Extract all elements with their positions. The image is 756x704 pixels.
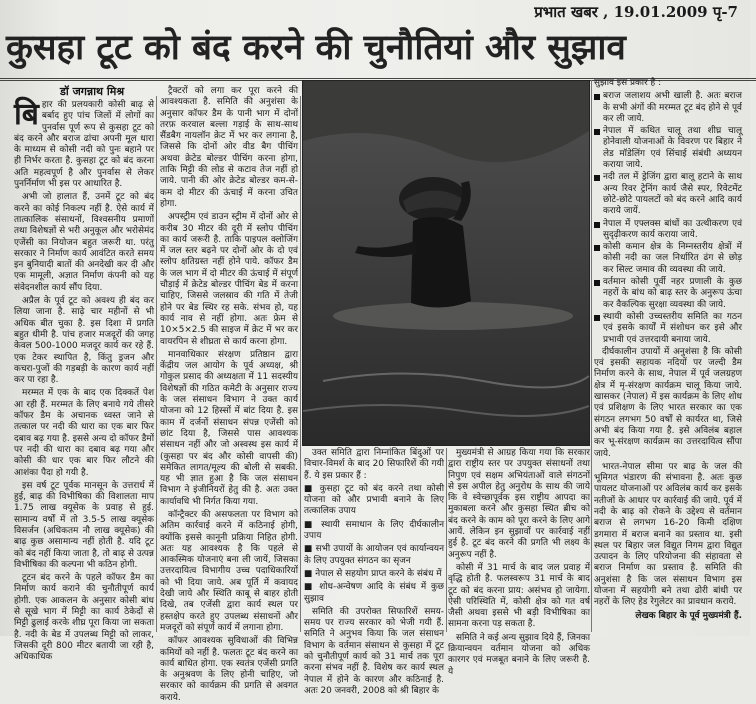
paragraph: कॉफर आवश्यक सुविधाओं की विभिन्न कमियों को नहीं है. फलतः टूट बंद करने का कार्य बाधित होगा. एक स्वतंत्र एजेंसी प्रगति के अनुश्रवण के लिए होनी चाहिए, जो सरकार को कार्यक्रम की प्रगति से अवगत कराये. (160, 636, 298, 703)
flood-victim-image (303, 81, 589, 445)
drop-cap: बि (14, 97, 39, 132)
list-item: बराज जलाशय अभी खाली है. अतः बराज के सभी अंगों की मरम्मत टूट बंद होने से पूर्व कर ली जाये. (594, 91, 742, 125)
paragraph: भारत-नेपाल सीमा पर बाढ़ के जल की भूमिगत भंडारण की संभावना है. अतः कुछ पायलट योजनाओं पर अविलंब कार्य कर इसके नतीजों के आधार पर कार्रवाई की जाये. पूर्व में नदी के बाढ़ को रोकने के उद्देश्य से वर्तमान बराज से लगभग 16-20 किमी दक्षिण डगमारा में बराज बनाने का प्रस्ताव था. इसी स्थल पर बिहार जल विद्युत निगम द्वारा विद्युत उत्पादन के लिए परियोजना की संहावता से बराज निर्माण का प्रस्ताव है. समिति की अनुशंसा है कि जल संसाधन विभाग इस योजना में सहयोगी बने तथा ढोरी बांधी पर नहरों के लिए हेड रेगुलेटर का प्रावधान कराये. (594, 461, 742, 608)
article-column-2 (160, 86, 298, 703)
paragraph: सुझाव इस प्रकार है : (594, 78, 662, 88)
list-item: वर्तमान कोसी पूर्वी नहर प्रणाली के कुछ नहरों के बांध को बाढ़ स्तर के अनुरूप ऊंचा कर वैकल्पिक सुरक्षा व्यवस्था की जाये. (594, 277, 742, 311)
paragraph: कोसी में 31 मार्च के बाद जल प्रवाह में वृद्धि होती है. फलस्वरूप 31 मार्च के बाद टूट को बंद करना प्राय: असंभव हो जायेगा. ऐसी परिस्थिति में, कोसी क्षेत्र को गत वर्ष जैसी अथवा इससे भी बड़ी विभीषिका का सामना करना पड़ सकता है. (448, 562, 590, 630)
masthead (534, 2, 738, 22)
list-item: कोसी कमान क्षेत्र के निम्नस्तरीय क्षेत्रों में कोसी नदी का जल निर्धारित ढंग से छोड़ कर सिल्ट जमाव की व्यवस्था की जाये. (594, 242, 742, 276)
paragraph: समिति ने कई अन्य सुझाव दिये हैं, जिनका क्रियान्वयन वर्तमान योजना को अधिक कारगर एवं मजबूत बनाने के लिए जरूरी है. ये (448, 632, 590, 677)
page-number: पृ-7 (712, 3, 738, 21)
list-item: ■ नेपाल से सहयोग प्राप्त करने के संबंध में (304, 568, 442, 579)
paragraph: हार की प्रलयकारी कोसी बाढ़ से बर्बाद हुए पांच जिलों में लोगों का पुनर्वास पूर्ण रूप से कुसहा टूट को बंद करने और बराज ढांचा अपनी मूल धारा के माध्यम से कोसी नदी को पुनः बहाने पर ही निर्भर करता है. कुसहा टूट को बंद करना अति महत्वपूर्ण है और पुनर्वास से लेकर पुनर्निर्माण भी इस पर आधारित है. (14, 100, 154, 190)
paragraph: मरम्मत में एक के बाद एक दिक्कतें पेश आ रही हैं. मरम्मत के लिए बनाये गये तीसरे कॉफर डैम के अचानक ध्वस्त जाने से तत्काल पर नदी की धारा का एक बार फिर दबाव बढ़ गया है. इससे अन्य दो कॉफर डैमों पर नदी की धारा का दबाव बढ़ गया और कोसी की धार एक बार फिर लौटने की आशंका पैदा हो गयी है. (14, 388, 154, 478)
column-divider (591, 80, 592, 632)
author-note: लेखक बिहार के पूर्व मुख्यमंत्री हैं. (635, 610, 742, 621)
paragraph: ट्रैक्टरों को लगा कर पूरा करने की आवश्यकता है. समिति की अनुशंसा के अनुसार कॉफर डैम के पानी भाग में दोनों तरफ़ करवाल बल्ला गड़ाई के साथ-साथ सैंडबैग नायलॉन क्रेट में भर कर लगाना है, जिससे कि दोनों ओर वीड बैग पीचिंग अथवा क्रेटेड बोल्डर पीचिंग करना होगा, ताकि मिट्टी की लोड से कटाव तेज नहीं हो जाये. पानी की ओर क्रेटेड बोल्डर कम-से-कम दो मीटर की ऊंचाई में करना उचित होगा. (160, 86, 298, 209)
paragraph: मुख्यमंत्री से आग्रह किया गया कि सरकार द्वारा राष्ट्रीय स्तर पर उपयुक्त संसाधनों तथा निपुण एवं सक्षम अभियंताओं वाले संगठनों से इस अपील हेतु अनुरोध के साथ की जाये कि वे स्वेच्छापूर्वक इस राष्ट्रीय आपदा का मुकाबला करने और कुसहा स्थित ब्रीच को बंद करने के काम को पूरा करने के लिए आगे आयें. लेकिन इन सुझावों पर कार्रवाई नहीं हुई है. टूट बंद करने की प्रगति भी लक्ष्य के अनुरूप नहीं है. (448, 448, 590, 560)
suggestion-list (594, 91, 742, 346)
list-item: ■ कुसहा टूट को बंद करने तथा कोसी योजना को और प्रभावी बनाने के लिए तत्कालिक उपाय (304, 483, 444, 517)
byline: डॉ जगन्नाथ मिश्र (60, 85, 125, 98)
list-item: नेपाल में कथित चालू तथा शीघ्र चालू होनेवाली योजनाओं के विवरण पर बिहार ने लेड मॉडेलिंग एवं सिंचाई संबंधी अध्ययन कराया जाये. (594, 126, 742, 171)
column-divider (300, 96, 301, 632)
list-item: ■ सभी उपायों के आयोजन एवं कार्यान्वयन के लिए उपयुक्त संगठन का सृजन (304, 544, 444, 566)
paragraph: इस वर्ष टूट पूर्वक मानसून के उत्तरार्ध में हुई, बाढ़ की विभीषिका की विशालता माप 1.75 लाख क्यूसेक के प्रवाह से हुई. सामान्य वर्षों में तो 3.5-5 लाख क्यूसेक विसर्जन (अधिकतम नौ लाख क्यूसेक) की बाढ़ कुछ असामान्य नहीं होती है. यदि टूट को बंद नहीं किया जाता है, तो बाढ़ से उत्पन्न विभीषिका की कल्पना भी कठिन होगी. (14, 480, 154, 570)
article-column-4 (448, 448, 590, 677)
list-item: ■ स्थायी समाधान के लिए दीर्घकालीन उपाय (304, 519, 444, 542)
column-divider (446, 448, 447, 632)
paragraph: अप्रैल के पूर्व टूट को अवश्य ही बंद कर लिया जाना है. साढ़े चार महीनों से भी अधिक बीत चुका है. इस दिशा में प्रगति बहुत धीमी है. पांच हजार मजदूरों की जगह केवल 500-1000 मजदूर कार्य कर रहे हैं. एक टेकर स्थापित है, किंतु ड्रजन और कचरा-पुजों की गड़बड़ी के कारण कार्य नहीं कर पा रहा है. (14, 296, 154, 386)
paragraph: अपस्ट्रीम एवं डाउन स्ट्रीम में दोनों ओर से करीब 30 मीटर की दूरी में स्लोप पीचिंग का कार्य जरूरी है. ताकि पाइपल क्लोजिंग में जल स्तर बढ़ने पर दोनों ओर के दो एवं स्लोप क्षतिग्रस्त नहीं होने पाये. कॉफर डैम के जल भाग में दो मीटर की ऊंचाई में संपूर्ण चौड़ाई में क्रेटेड बोल्डर पीचिंग बेड में करना चाहिए, जिससे जलस्राव की गति में तेजी होने पर बेड स्थिर रह सके. संभव हो, यह कार्य नाव से नहीं होगा. अतः फ्रेम से 10×5×2.5 की साइज में क्रेट में भर कर वायरपिन से शीघ्रता से कार्य करना होगा. (160, 212, 298, 347)
publication-name: प्रभात खबर (534, 3, 598, 21)
paragraph: मानवाधिकार संरक्षण प्रतिष्ठान द्वारा केंद्रीय जल आयोग के पूर्व अध्यक्ष, श्री गोकुल प्रसाद की अध्यक्षता में 11 सदस्यीय विशेषज्ञों की गठित कमेटी के अनुसार राज्य के जल संसाधन विभाग ने उक्त कार्य योजना को 12 हिस्सों में बांट दिया है. इस काम में दर्जनों संसाधन संपन्न एजेंसी को छांट दिया है, जिससे पास आवश्यक संसाधन नहीं और जो अस्वस्थ इस कार्य में (कुसहा पर बंद और कोसी वापसी की) समेकित लागत/मूल्य की बोली से सबकी. यह भी ज्ञात हुआ है कि जल संसाधन विभाग ने इंजीनियरों हेतु की है. अतः उक्त कार्यावधि भी निर्गत किया गया. (160, 349, 298, 507)
flood-photo (302, 80, 590, 446)
paragraph: कॉन्ट्रैक्टर की असफलता पर विभाग को अतिम कार्रवाई करने में कठिनाई होगी, क्योंकि इससे कानूनी प्रक्रिया निहित होगी. अतः यह आवश्यक है कि पहले से आकस्मिक योजनाएं बना ली जायें, जिसका उत्तरदायित्व विभागीय उच्च पदाधिकारियों को भी दिया जाये. अब पूर्ति में कवायद देखी जाये और स्थिति काबू से बाहर होती दिखे, तब एजेंसी द्वारा कार्य स्थल पर हस्तक्षेप करते हुए उपलब्ध संसाधनों और मजदूरों को संपूर्ण कार्य में लगाना होगा. (160, 509, 298, 633)
publication-date: , 19.01.2009 (603, 3, 708, 21)
paragraph: अभी जो हालात हैं, उनमें टूट को बंद करने का कोई निकल्प नहीं है. ऐसे कार्य में तात्कालिक संसाधनों, विश्वसनीय प्रमाणों तथा विशेषज्ञों से भरी अनुकूल और भरोसेमंद एजेंसी का नियोजन बहुत जरूरी था. परंतु सरकार ने निर्माण कार्य आवंटित करते समय इन बुनियादी बातों की अनदेखी कर दी और एक मामूली, अज्ञात निर्माण कंपनी को यह संवेदनशील कार्य सौंप दिया. (14, 192, 154, 293)
list-item: स्थायी कोसी उच्चस्तरीय समिति का गठन एवं इसके कार्यों में संशोधन कर इसे और प्रभावी एवं उत्तरदायी बनाया जाये. (594, 312, 742, 346)
article-column-3 (304, 448, 444, 696)
article-column-5 (594, 78, 742, 634)
paragraph: समिति की उपरोक्त सिफारिशें समय-समय पर राज्य सरकार को भेजी गयी हैं. समिति ने अनुभव किया कि जल संसाधन विभाग के वर्तमान संसाधन से कुसहा में टूट को चुनौतीपूर्ण कार्य को 31 मार्च तक पूरा करना संभव नहीं है. विशेष कर कार्य स्थल नेपाल में होने के कारण और कठिनाई है. अतः 20 जनवरी, 2008 को श्री बिहार के (304, 606, 444, 696)
paragraph: टूटन बंद करने के पहले कॉफर डैम का निर्माण कार्य कराने की चुनौतीपूर्ण कार्य होगी. एक आकलन के अनुसार कोसी बांध से सूखे भाग में मिट्टी का कार्य ठेकेदों से मिट्टी ढुलाई करके शीघ्र पूरा किया जा सकता है. नदी के बेड में उपलब्ध मिट्टी को लाकर, जिसकी दूरी 800 मीटर बतायी जा रही है, अधिकाधिक (14, 573, 154, 663)
article-column-1 (14, 97, 154, 663)
column-divider (156, 96, 157, 632)
headline: कुसहा टूट को बंद करने की चुनौतियां और सुझाव (0, 26, 756, 81)
paragraph: उक्त समिति द्वारा निम्नांकित बिंदुओं पर विचार-विमर्श के बाद 20 सिफारिशें की गयी हैं. ये इस प्रकार हैं : (304, 448, 444, 481)
list-item: ■ शोध-अन्वेषण आदि के संबंध में कुछ सुझाव (304, 582, 444, 604)
paragraph: दीर्घकालीन उपायों में अनुशंसा है कि कोसी एवं इसकी सहायक नदियों पर जल्दी डैम निर्माण करने के साथ, नेपाल में पूर्व जलग्रहण क्षेत्र में मृ-संरक्षण कार्यक्रम चालू किया जाये. खासकर (नेपाल) में इस कार्यक्रम के लिए शोध एवं प्रशिक्षण के लिए भारत सरकार का एक संगठन लगभग 50 वर्षों से कार्यरत था, जिसे अभी बंद किया गया है. इसे अविलंब बहाल कर भू-संरक्षण कार्यक्रम का उत्तरदायित्व सौंपा जाये. (594, 346, 742, 459)
list-item: नेपाल में एफ्लक्स बांधों का उत्थीकरण एवं सुदृढ़ीकरण कार्य कराया जाये. (594, 219, 742, 242)
list-item: नदी तल में ड्रेजिंग द्वारा बालू हटाने के साथ अन्य रिवर ट्रेनिंग कार्य जैसे स्पर, रिवेटमेंट छोटे-छोटे पायलटों को बंद करने आदि कार्य कराये जायें. (594, 172, 742, 217)
